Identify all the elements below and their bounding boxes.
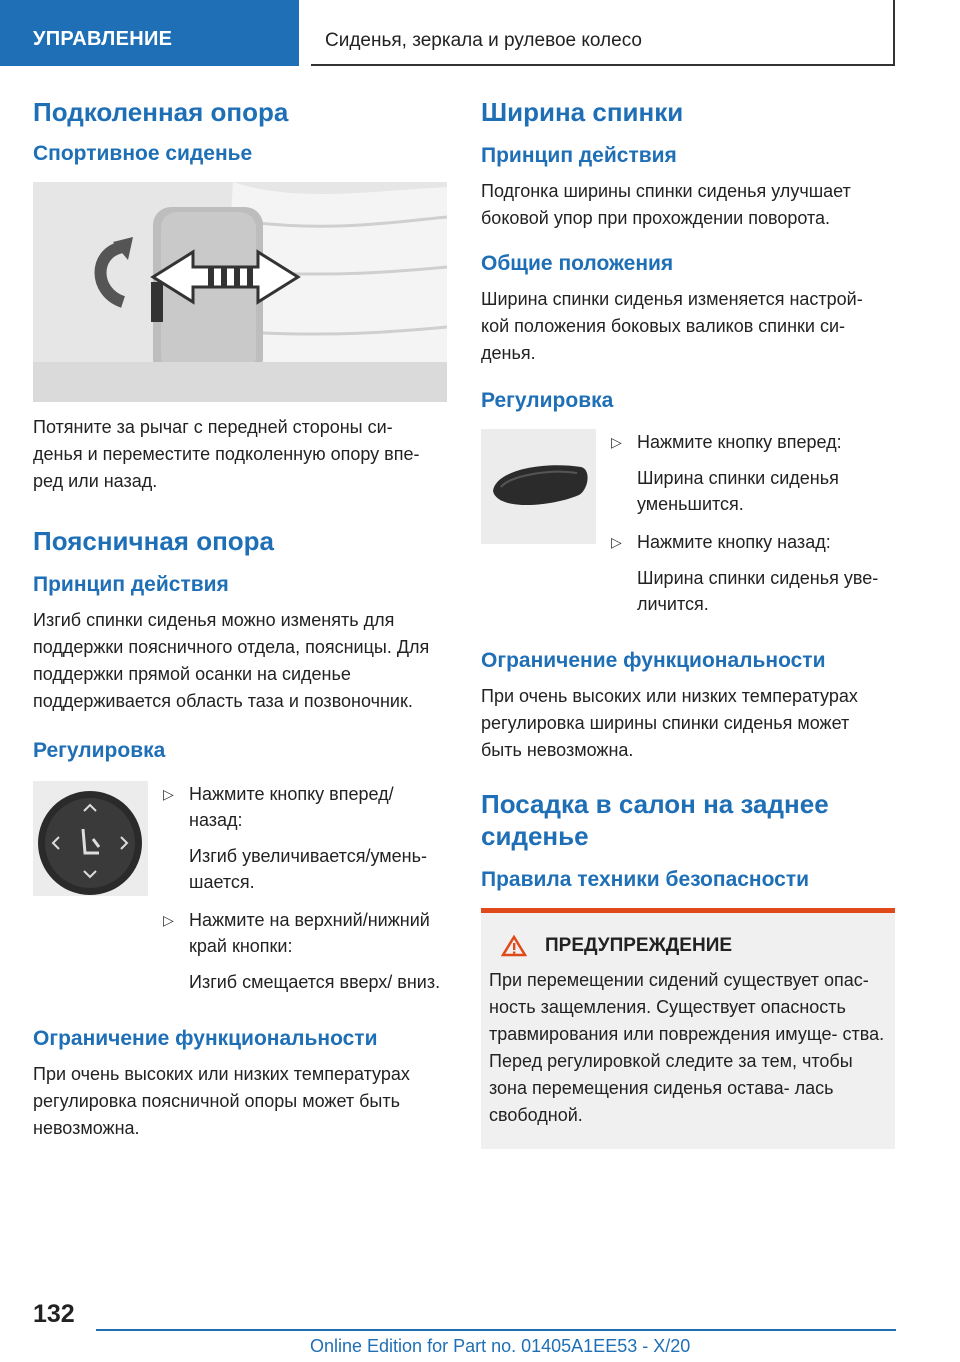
- thigh-support-illustration: [33, 182, 447, 402]
- lumbar-limit-title: Ограничение функциональности: [33, 1027, 378, 1050]
- header-chapter-label: Сиденья, зеркала и рулевое колесо: [325, 30, 642, 51]
- step-action: Нажмите кнопку вперед:: [637, 432, 842, 452]
- step-result: Ширина спинки сиденья уменьшится.: [637, 468, 839, 514]
- triangle-bullet-icon: ▷: [611, 534, 622, 550]
- safety-title: Правила техники безопасности: [481, 868, 810, 891]
- rear-entry-title: Посадка в салон на заднее сиденье: [481, 789, 829, 851]
- footer-edition: Online Edition for Part no. 01405A1EE53 - X/20: [310, 1336, 691, 1356]
- lumbar-principle-text: Изгиб спинки сиденья можно изменять для поддержки поясничного отдела, поясницы. Для поддержки прямой осанки на сиденье поддерживается область таза и позвоночник.: [33, 610, 430, 711]
- lumbar-principle-title: Принцип действия: [33, 573, 229, 596]
- step-action: Нажмите на верхний/нижний край кнопки:: [189, 910, 430, 956]
- lumbar-support-title: Поясничная опора: [33, 526, 275, 556]
- width-adjust-title: Регулировка: [481, 389, 614, 412]
- width-limit-title: Ограничение функциональности: [481, 649, 826, 672]
- header-section-tab: [0, 0, 299, 66]
- width-adjust-block: [481, 429, 895, 617]
- warning-title: ПРЕДУПРЕЖДЕНИЕ: [545, 935, 733, 956]
- footer-divider: [96, 1329, 896, 1331]
- warning-triangle-icon: [501, 935, 527, 957]
- list-item: [611, 429, 895, 517]
- width-steps-list: [611, 429, 895, 617]
- step-result: Изгиб увеличивается/умень‐ шается.: [189, 846, 427, 892]
- triangle-bullet-icon: ▷: [163, 912, 174, 928]
- lumbar-adjust-title: Регулировка: [33, 739, 166, 762]
- list-item: [163, 907, 447, 995]
- lumbar-control-image: [33, 781, 148, 896]
- list-item: [611, 529, 895, 617]
- width-button-drawing: [481, 429, 596, 544]
- triangle-bullet-icon: ▷: [163, 786, 174, 802]
- lumbar-adjust-block: [33, 781, 447, 995]
- step-action: Нажмите кнопку назад:: [637, 532, 831, 552]
- backrest-width-title: Ширина спинки: [481, 97, 684, 127]
- header-chapter-box: [311, 0, 895, 66]
- width-general-title: Общие положения: [481, 252, 674, 275]
- step-result: Изгиб смещается вверх/ вниз.: [189, 972, 441, 992]
- list-item: [163, 781, 447, 895]
- seat-cushion-drawing: [33, 182, 447, 402]
- width-principle-title: Принцип действия: [481, 144, 677, 167]
- step-action: Нажмите кнопку вперед/ назад:: [189, 784, 394, 830]
- width-control-image: [481, 429, 596, 544]
- width-general-text: Ширина спинки сиденья изменяется настрой‐ кой положения боковых валиков спинки си‐ денья.: [481, 289, 863, 363]
- lumbar-steps-list: [163, 781, 447, 995]
- warning-box: [481, 908, 895, 1149]
- left-column: [33, 96, 447, 1142]
- triangle-bullet-icon: ▷: [611, 434, 622, 450]
- lumbar-button-drawing: [33, 781, 148, 896]
- step-result: Ширина спинки сиденья уве‐ личится.: [637, 568, 879, 614]
- header-section-label: УПРАВЛЕНИЕ: [33, 28, 173, 50]
- width-principle-text: Подгонка ширины спинки сиденья улучшает боковой упор при прохождении поворота.: [481, 181, 851, 228]
- thigh-support-title: Подколенная опора: [33, 97, 289, 127]
- warning-text: При перемещении сидений существует опас‐ ность защемления. Существует опасность травмирования или повреждения имуще‐ ства. Перед регулировкой следите за тем, чтобы зона перемещения сиденья остава‐ лась свободной.: [489, 970, 885, 1125]
- page-number: 132: [33, 1300, 75, 1328]
- lumbar-limit-text: При очень высоких или низких температурах регулировка поясничной опоры может быть невозможна.: [33, 1064, 410, 1138]
- thigh-support-text: Потяните за рычаг с передней стороны си‐ денья и переместите подколенную опору впе‐ ред или назад.: [33, 417, 420, 491]
- width-limit-text: При очень высоких или низких температурах регулировка ширины спинки сиденья может быть невозможна.: [481, 686, 858, 760]
- sport-seat-subtitle: Спортивное сиденье: [33, 142, 253, 165]
- right-column: [481, 96, 895, 1149]
